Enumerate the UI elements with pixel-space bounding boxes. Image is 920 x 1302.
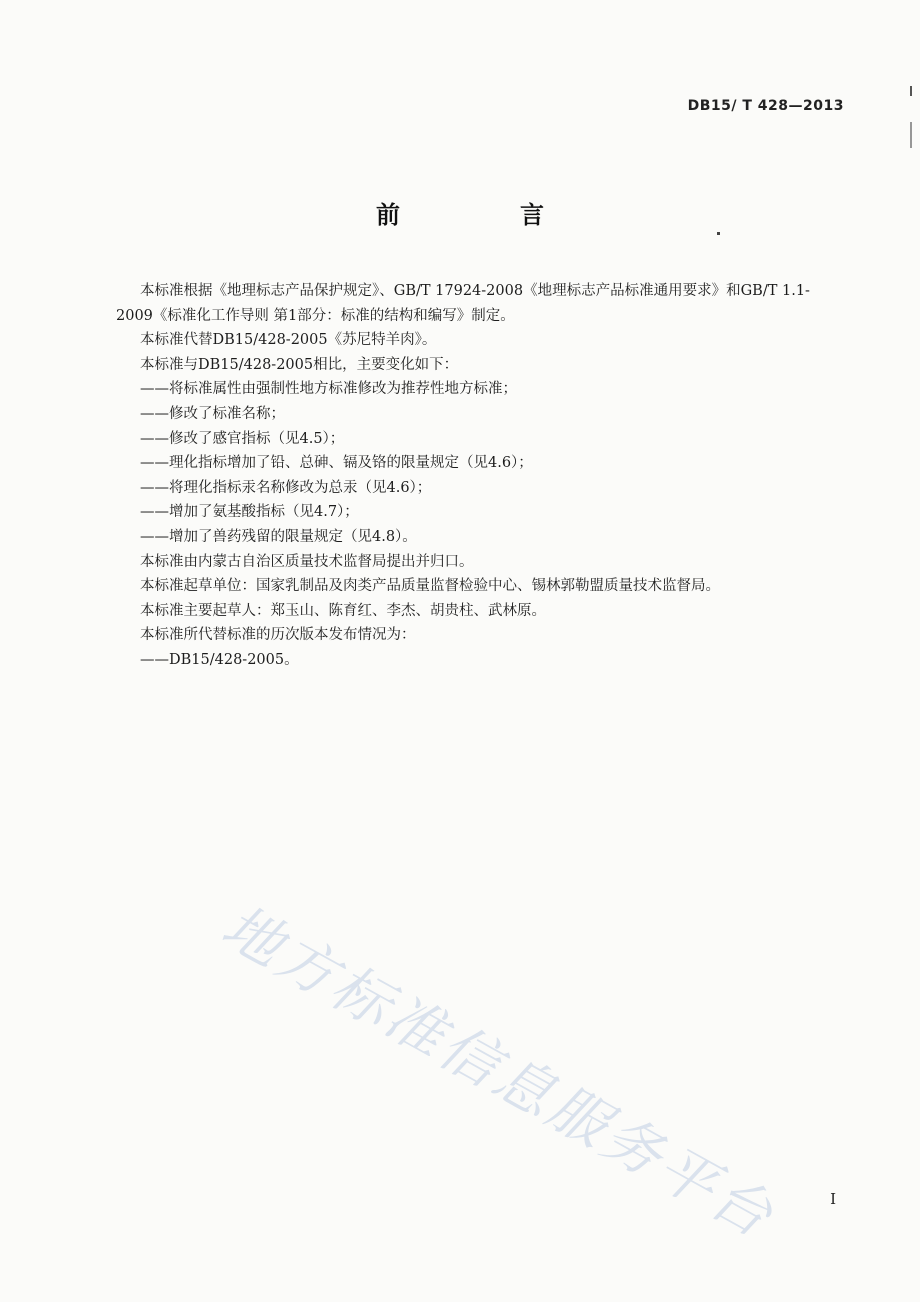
- section-title: 前 言: [376, 201, 592, 229]
- watermark: 地方标准信息服务平台: [211, 891, 787, 1252]
- drafters-paragraph: 本标准主要起草人：郑玉山、陈育红、李杰、胡贵柱、武林原。: [140, 602, 546, 619]
- foreword-body: [116, 279, 846, 673]
- change-item: ——增加了氨基酸指标（见4.7）；: [140, 504, 359, 521]
- change-item: ——将标准属性由强制性地方标准修改为推荐性地方标准；: [140, 381, 517, 398]
- change-item: ——理化指标增加了铅、总砷、镉及铬的限量规定（见4.6）；: [140, 455, 533, 472]
- changes-intro: 本标准与DB15/428-2005相比，主要变化如下：: [140, 356, 459, 373]
- scan-speck: [717, 232, 720, 235]
- page-number: I: [830, 1190, 836, 1208]
- change-item: ——将理化指标汞名称修改为总汞（见4.6）；: [140, 479, 432, 496]
- history-item: ——DB15/428-2005。: [140, 651, 299, 668]
- proposer-paragraph: 本标准由内蒙古自治区质量技术监督局提出并归口。: [140, 553, 474, 570]
- drafting-units-paragraph: 本标准起草单位：国家乳制品及肉类产品质量监督检验中心、锡林郭勒盟质量技术监督局。: [140, 578, 720, 595]
- scan-edge-mark: [910, 86, 912, 96]
- document-code: DB15/ T 428—2013: [687, 98, 844, 114]
- scan-edge-mark: [910, 122, 912, 148]
- change-item: ——修改了感官指标（见4.5）；: [140, 430, 345, 447]
- change-item: ——修改了标准名称；: [140, 405, 285, 422]
- replacement-paragraph: 本标准代替DB15/428-2005《苏尼特羊肉》。: [140, 332, 437, 349]
- change-item: ——增加了兽药残留的限量规定（见4.8）。: [140, 528, 417, 545]
- history-intro: 本标准所代替标准的历次版本发布情况为：: [140, 627, 416, 644]
- basis-paragraph: 本标准根据《地理标志产品保护规定》、GB/T 17924-2008《地理标志产品标准通用要求》和GB/T 1.1-2009《标准化工作导则 第1部分：标准的结构和编写》制定。: [116, 283, 810, 324]
